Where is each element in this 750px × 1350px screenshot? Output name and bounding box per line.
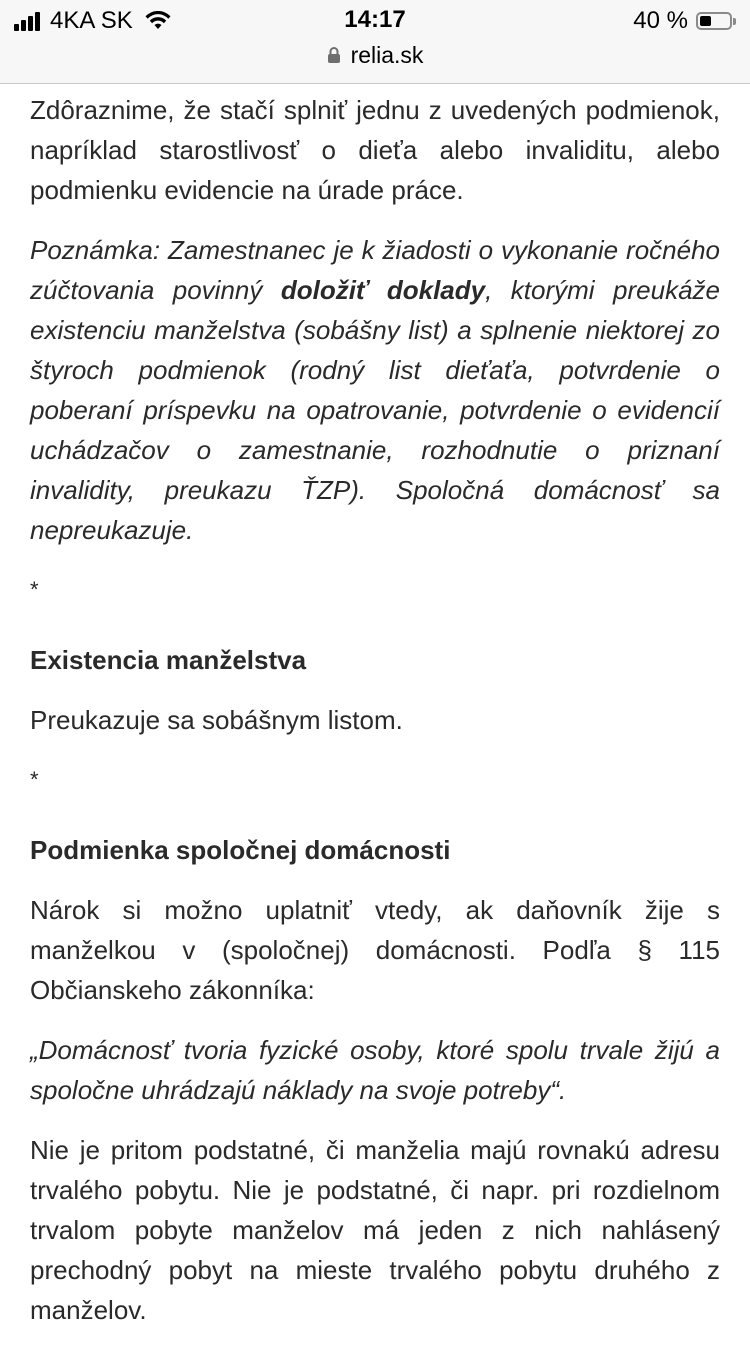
carrier-name: 4KA SK: [50, 7, 133, 34]
note-emphasis: doložiť doklady: [280, 275, 486, 305]
paragraph-household: Nárok si možno uplatniť vtedy, ak daňovník žije s manželkou v (spoločnej) domácnosti. Podľa § 115 Občianskeho zákonníka:: [30, 895, 720, 1005]
paragraph-residence: Nie je pritom podstatné, či manželia majú rovnakú adresu trvalého pobytu. Nie je podstatné, či napr. pri rozdielnom trvalom pobyte manželov má jeden z nich nahlásený prechodný pobyt na mieste trvalého pobytu druhého z manželov.: [30, 1135, 720, 1325]
section-separator: *: [30, 767, 39, 792]
status-bar: [0, 0, 750, 40]
law-quote: „Domácnosť tvoria fyzické osoby, ktoré spolu trvale žijú a spoločne uhrádzajú náklady na svoje potreby“.: [30, 1035, 720, 1105]
battery-percentage: 40 %: [633, 7, 688, 34]
article-content: [30, 90, 720, 1350]
note-text-start: Poznámka: Zamestnanec je k žiadosti o vykonanie ročného zúčtovania povinný: [30, 235, 720, 305]
url-text[interactable]: relia.sk: [350, 41, 424, 68]
status-right: [633, 7, 736, 35]
url-bar[interactable]: [0, 40, 750, 70]
paragraph-conditions: Zdôraznime, že stačí splniť jednu z uvedených podmienok, napríklad starostlivosť o dieťa alebo invaliditu, alebo podmienku evidencie na úrade práce.: [30, 95, 720, 205]
note-paragraph: [30, 230, 720, 550]
browser-chrome: [0, 0, 750, 84]
paragraph-marriage-proof: Preukazuje sa sobášnym listom.: [30, 705, 403, 735]
battery-tip: [733, 18, 736, 25]
heading-household: Podmienka spoločnej domácnosti: [30, 835, 451, 865]
battery-icon: [696, 12, 732, 30]
heading-marriage: Existencia manželstva: [30, 645, 307, 675]
section-separator: *: [30, 577, 39, 602]
clock: 14:17: [344, 6, 406, 33]
lock-icon: [327, 46, 341, 64]
note-text-end: , ktorými preukáže existenciu manželstva (sobášny list) a splnenie niektorej zo štyroch podmienok (rodný list dieťaťa, potvrdenie o poberaní príspevku na opatrovanie, potvrdenie o evidencií uchádzačov o zamestnanie, rozhodnutie o priznaní invalidity, preukazu ŤZP). Spoločná domácnosť sa nepreukazuje.: [30, 275, 720, 545]
